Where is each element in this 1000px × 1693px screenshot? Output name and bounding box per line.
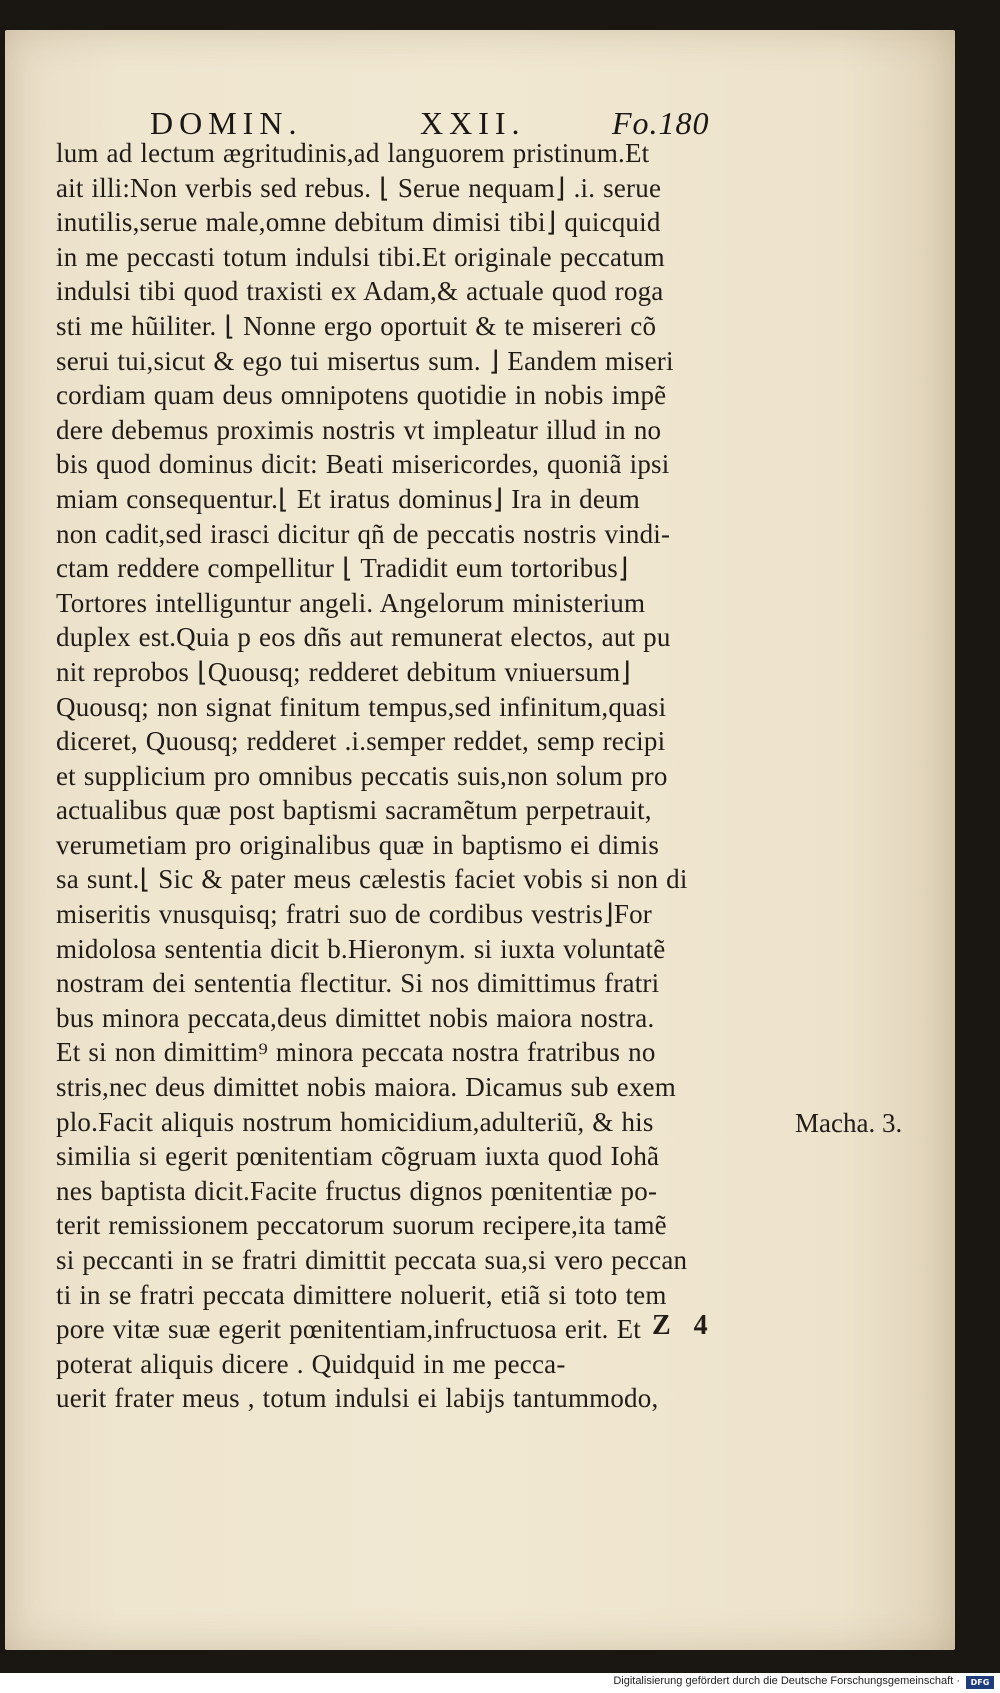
- text-line: ti in se fratri peccata dimittere noluerit, etiã si toto tem: [56, 1279, 667, 1310]
- dfg-logo: DFG: [966, 1676, 994, 1689]
- text-line: duplex est.Quia p eos dñs aut remunerat electos, aut pu: [56, 622, 671, 653]
- text-line: sa sunt.⌊ Sic & pater meus cælestis faciet vobis si non di: [56, 864, 688, 895]
- text-line: inutilis,serue male,omne debitum dimisi tibi⌋ quicquid: [56, 207, 661, 238]
- text-line: Tortores intelliguntur angeli. Angelorum ministerium: [56, 587, 646, 618]
- text-line: uerit frater meus , totum indulsi ei labijs tantummodo,: [56, 1383, 659, 1414]
- signature-mark: Z 4: [652, 1310, 716, 1341]
- text-line: bis quod dominus dicit: Beati misericordes, quoniã ipsi: [56, 449, 670, 480]
- text-line: terit remissionem peccatorum suorum recipere,ita tamẽ: [56, 1210, 667, 1241]
- text-line: lum ad lectum ægritudinis,ad languorem pristinum.Et: [56, 138, 650, 168]
- text-line: non cadit,sed irasci dicitur qñ de peccatis nostris vindi-: [56, 518, 671, 549]
- text-line: si peccanti in se fratri dimittit peccata sua,si vero peccan: [56, 1245, 688, 1275]
- text-line: in me peccasti totum indulsi tibi.Et originale peccatum: [56, 241, 665, 272]
- text-line: et supplicium pro omnibus peccatis suis,non solum pro: [56, 760, 668, 791]
- text-line: cordiam quam deus omnipotens quotidie in nobis impẽ: [56, 380, 667, 411]
- text-line: Et si non dimittim⁹ minora peccata nostra fratribus no: [56, 1037, 656, 1068]
- text-line: diceret, Quousq; redderet .i.semper reddet, semp recipi: [56, 726, 666, 757]
- header-left: DOMIN.: [150, 105, 303, 141]
- text-line: bus minora peccata,deus dimittet nobis maiora nostra.: [56, 1002, 655, 1033]
- text-line: similia si egerit pœnitentiam cõgruam iuxta quod Iohã: [56, 1141, 660, 1172]
- text-line: Quousq; non signat finitum tempus,sed infinitum,quasi: [56, 691, 667, 722]
- text-line: plo.Facit aliquis nostrum homicidium,adulteriũ, & his: [56, 1106, 654, 1137]
- text-line: ait illi:Non verbis sed rebus. ⌊ Serue nequam⌋ .i. serue: [56, 172, 662, 203]
- text-line: nostram dei sententia flectitur. Si nos dimittimus fratri: [56, 968, 660, 999]
- text-line: serui tui,sicut & ego tui misertus sum. ⌋ Eandem miseri: [56, 345, 674, 376]
- footer-credit: Digitalisierung gefördert durch die Deutsche Forschungsgemeinschaft ·: [613, 1675, 960, 1687]
- text-line: midolosa sententia dicit b.Hieronym. si iuxta voluntatẽ: [56, 933, 666, 964]
- text-line: nit reprobos ⌊Quousq; redderet debitum vniuersum⌋: [56, 656, 632, 687]
- footer-bar: [0, 1673, 1000, 1693]
- text-line: poterat aliquis dicere . Quidquid in me pecca-: [56, 1348, 566, 1379]
- text-line: sti me hũiliter. ⌊ Nonne ergo oportuit & te misereri cõ: [56, 310, 657, 341]
- text-line: indulsi tibi quod traxisti ex Adam,& actuale quod roga: [56, 276, 664, 307]
- text-line: stris,nec deus dimittet nobis maiora. Dicamus sub exem: [56, 1072, 676, 1103]
- text-line: pore vitæ suæ egerit pœnitentiam,infructuosa erit. Et: [56, 1314, 641, 1345]
- text-line: ctam reddere compellitur ⌊ Tradidit eum tortoribus⌋: [56, 553, 629, 584]
- text-line: miam consequentur.⌊ Et iratus dominus⌋ Ira in deum: [56, 483, 640, 514]
- body-text: [56, 136, 796, 1416]
- header-middle: XXII.: [420, 105, 526, 141]
- text-line: miseritis vnusquisq; fratri suo de cordibus vestris⌋For: [56, 899, 652, 930]
- margin-note: Macha. 3.: [795, 1108, 903, 1138]
- text-line: verumetiam pro originalibus quæ in baptismo ei dimis: [56, 829, 660, 860]
- text-line: nes baptista dicit.Facite fructus dignos pœnitentiæ po-: [56, 1175, 658, 1206]
- folio-number: Fo.180: [612, 105, 710, 141]
- text-line: actualibus quæ post baptismi sacramẽtum perpetrauit,: [56, 795, 652, 826]
- text-line: dere debemus proximis nostris vt impleatur illud in no: [56, 414, 662, 445]
